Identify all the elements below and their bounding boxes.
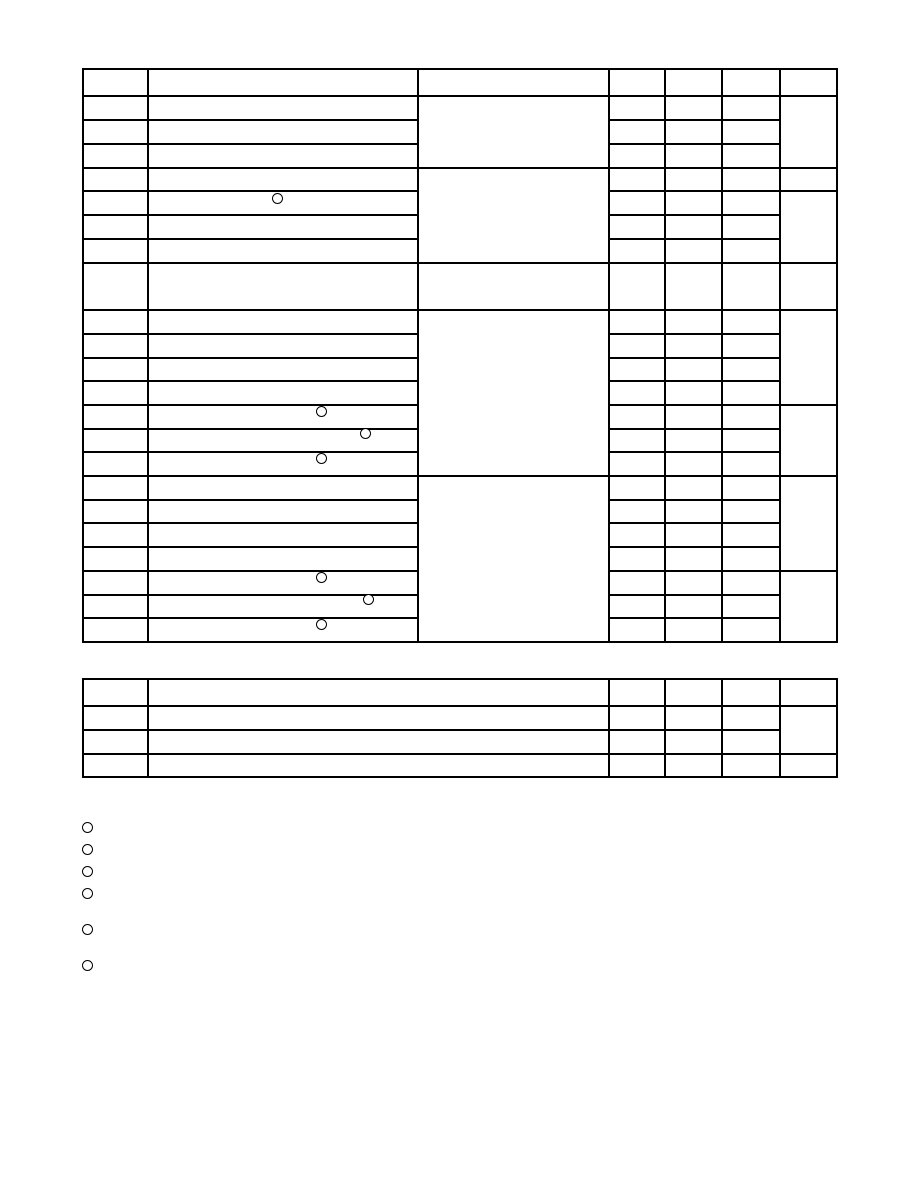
circled-marker (272, 193, 283, 204)
row-line (82, 214, 417, 216)
row-line (608, 167, 779, 169)
circled-marker (316, 406, 327, 417)
group-line (417, 475, 608, 477)
group-line (779, 475, 838, 477)
row-line (608, 95, 779, 97)
row-line (82, 451, 417, 453)
column-line (779, 678, 781, 778)
column-line (147, 678, 149, 778)
row-line (82, 475, 417, 477)
row-line (608, 522, 779, 524)
row-line (82, 404, 417, 406)
row-line (82, 499, 417, 501)
row-line (608, 546, 779, 548)
group-line (417, 262, 608, 264)
row-line (82, 143, 417, 145)
table-border-left (82, 678, 84, 778)
row-line (82, 262, 417, 264)
group-line (779, 95, 838, 97)
circled-marker (363, 594, 374, 605)
table-border-right (836, 678, 838, 778)
row-line (608, 570, 779, 572)
row-line (608, 380, 779, 382)
row-line (608, 333, 779, 335)
row-line (82, 617, 417, 619)
row-line (608, 475, 779, 477)
row-line (82, 522, 417, 524)
table-border-top (82, 678, 838, 680)
footnote-marker (82, 844, 93, 855)
row-line (608, 594, 779, 596)
row-line (608, 309, 779, 311)
column-line (608, 678, 610, 778)
row-line (82, 570, 417, 572)
row-line (608, 143, 779, 145)
column-line (779, 68, 781, 643)
row-line (608, 404, 779, 406)
footnote-marker (82, 888, 93, 899)
row-line (82, 190, 417, 192)
row-line (82, 95, 417, 97)
row-line (82, 333, 417, 335)
row-line (608, 617, 779, 619)
row-line (82, 238, 417, 240)
circled-marker (316, 453, 327, 464)
header-separator (82, 705, 838, 707)
column-line (608, 68, 610, 643)
row-line (608, 190, 779, 192)
column-line (147, 68, 149, 643)
column-line (664, 678, 666, 778)
circled-marker (316, 572, 327, 583)
group-line (779, 309, 838, 311)
column-line (721, 678, 723, 778)
row-line (82, 753, 779, 755)
group-line (417, 95, 608, 97)
footnote-marker (82, 960, 93, 971)
row-line (82, 546, 417, 548)
group-line (779, 570, 838, 572)
row-line (82, 309, 417, 311)
table-border-bottom (82, 641, 838, 643)
row-line (608, 119, 779, 121)
row-line (608, 428, 779, 430)
circled-marker (360, 428, 371, 439)
group-line (779, 262, 838, 264)
row-line (608, 357, 779, 359)
table-border-top (82, 68, 838, 70)
column-line (664, 68, 666, 643)
group-line (417, 167, 608, 169)
group-line (779, 404, 838, 406)
table-border-left (82, 68, 84, 643)
footnote-marker (82, 822, 93, 833)
footnote-marker (82, 924, 93, 935)
row-line (82, 729, 779, 731)
row-line (608, 262, 779, 264)
row-line (82, 119, 417, 121)
group-line (779, 753, 838, 755)
column-line (417, 68, 419, 643)
row-line (608, 499, 779, 501)
group-line (779, 167, 838, 169)
footnote-marker (82, 866, 93, 877)
row-line (608, 214, 779, 216)
group-line (417, 309, 608, 311)
row-line (608, 238, 779, 240)
table-border-bottom (82, 776, 838, 778)
row-line (82, 357, 417, 359)
group-line (779, 190, 838, 192)
column-line (721, 68, 723, 643)
circled-marker (316, 619, 327, 630)
row-line (82, 167, 417, 169)
row-line (82, 380, 417, 382)
row-line (608, 451, 779, 453)
table-border-right (836, 68, 838, 643)
